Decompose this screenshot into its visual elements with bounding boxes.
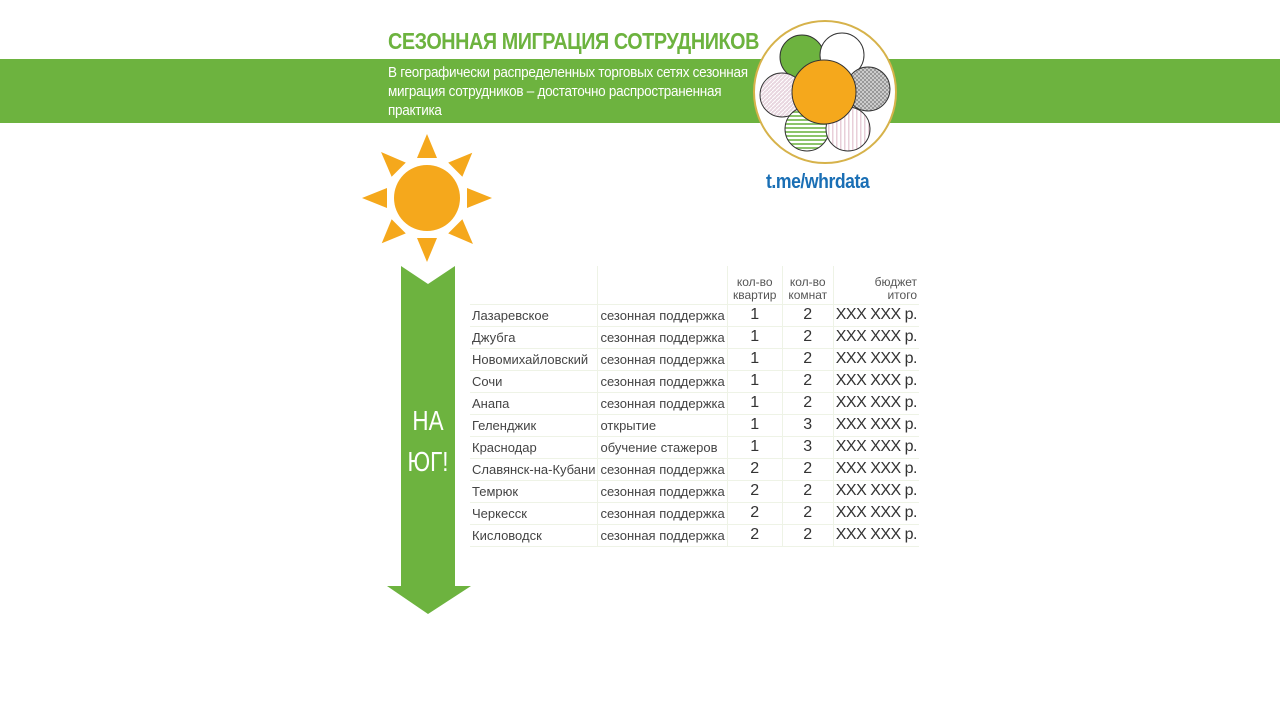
cell-apartments: 1 (727, 392, 782, 414)
arrow-label-line2: ЮГ! (407, 446, 449, 477)
cell-apartments: 1 (727, 348, 782, 370)
cell-purpose: сезонная поддержка (598, 304, 727, 326)
cell-apartments: 1 (727, 326, 782, 348)
cell-budget: XXX XXX р. (833, 480, 919, 502)
cell-city: Черкесск (470, 502, 598, 524)
cell-rooms: 2 (782, 370, 833, 392)
header-city (470, 266, 598, 304)
cell-purpose: сезонная поддержка (598, 480, 727, 502)
cell-apartments: 1 (727, 436, 782, 458)
table-row (470, 326, 919, 348)
cell-purpose: сезонная поддержка (598, 326, 727, 348)
cell-rooms: 2 (782, 304, 833, 326)
cell-budget: XXX XXX р. (833, 458, 919, 480)
header-rooms: кол-во комнат (782, 266, 833, 304)
table-row (470, 414, 919, 436)
table-row (470, 502, 919, 524)
cell-purpose: сезонная поддержка (598, 370, 727, 392)
cell-budget: XXX XXX р. (833, 392, 919, 414)
cell-rooms: 2 (782, 480, 833, 502)
cell-budget: XXX XXX р. (833, 326, 919, 348)
cell-purpose: сезонная поддержка (598, 348, 727, 370)
cell-apartments: 1 (727, 370, 782, 392)
cell-rooms: 2 (782, 326, 833, 348)
table-row (470, 524, 919, 546)
sun-icon (360, 132, 494, 266)
apartments-table (470, 266, 919, 547)
cell-purpose: открытие (598, 414, 727, 436)
table-row (470, 436, 919, 458)
cell-city: Новомихайловский (470, 348, 598, 370)
cell-city: Кисловодск (470, 524, 598, 546)
cell-budget: XXX XXX р. (833, 524, 919, 546)
cell-budget: XXX XXX р. (833, 370, 919, 392)
cell-apartments: 2 (727, 524, 782, 546)
flower-logo-icon (752, 19, 898, 165)
cell-rooms: 3 (782, 436, 833, 458)
cell-rooms: 2 (782, 458, 833, 480)
cell-budget: XXX XXX р. (833, 414, 919, 436)
cell-apartments: 2 (727, 458, 782, 480)
cell-rooms: 2 (782, 524, 833, 546)
cell-city: Анапа (470, 392, 598, 414)
arrow-label-line1: НА (412, 405, 444, 436)
cell-city: Сочи (470, 370, 598, 392)
cell-rooms: 3 (782, 414, 833, 436)
cell-city: Лазаревское (470, 304, 598, 326)
table-row (470, 348, 919, 370)
cell-apartments: 1 (727, 414, 782, 436)
page-title: СЕЗОННАЯ МИГРАЦИЯ СОТРУДНИКОВ (388, 28, 759, 54)
table-row (470, 480, 919, 502)
cell-budget: XXX XXX р. (833, 348, 919, 370)
cell-purpose: сезонная поддержка (598, 502, 727, 524)
down-arrow-icon (386, 266, 472, 616)
table-row (470, 458, 919, 480)
cell-city: Геленджик (470, 414, 598, 436)
cell-city: Славянск-на-Кубани (470, 458, 598, 480)
cell-budget: XXX XXX р. (833, 304, 919, 326)
cell-budget: XXX XXX р. (833, 436, 919, 458)
table-row (470, 392, 919, 414)
page-subtitle: В географически распределенных торговых сетях сезонная миграция сотрудников – достаточно распространенная практика (388, 64, 748, 119)
cell-purpose: сезонная поддержка (598, 458, 727, 480)
telegram-link[interactable]: t.me/whrdata (766, 171, 870, 193)
cell-apartments: 2 (727, 480, 782, 502)
cell-purpose: сезонная поддержка (598, 524, 727, 546)
cell-rooms: 2 (782, 502, 833, 524)
cell-budget: XXX XXX р. (833, 502, 919, 524)
table-header-row (470, 266, 919, 304)
header-apartments: кол-во квартир (727, 266, 782, 304)
cell-purpose: обучение стажеров (598, 436, 727, 458)
cell-city: Джубга (470, 326, 598, 348)
cell-apartments: 2 (727, 502, 782, 524)
table-row (470, 304, 919, 326)
table-row (470, 370, 919, 392)
cell-apartments: 1 (727, 304, 782, 326)
cell-rooms: 2 (782, 348, 833, 370)
cell-rooms: 2 (782, 392, 833, 414)
header-purpose (598, 266, 727, 304)
cell-city: Краснодар (470, 436, 598, 458)
header-budget: бюджет итого (833, 266, 919, 304)
cell-purpose: сезонная поддержка (598, 392, 727, 414)
cell-city: Темрюк (470, 480, 598, 502)
